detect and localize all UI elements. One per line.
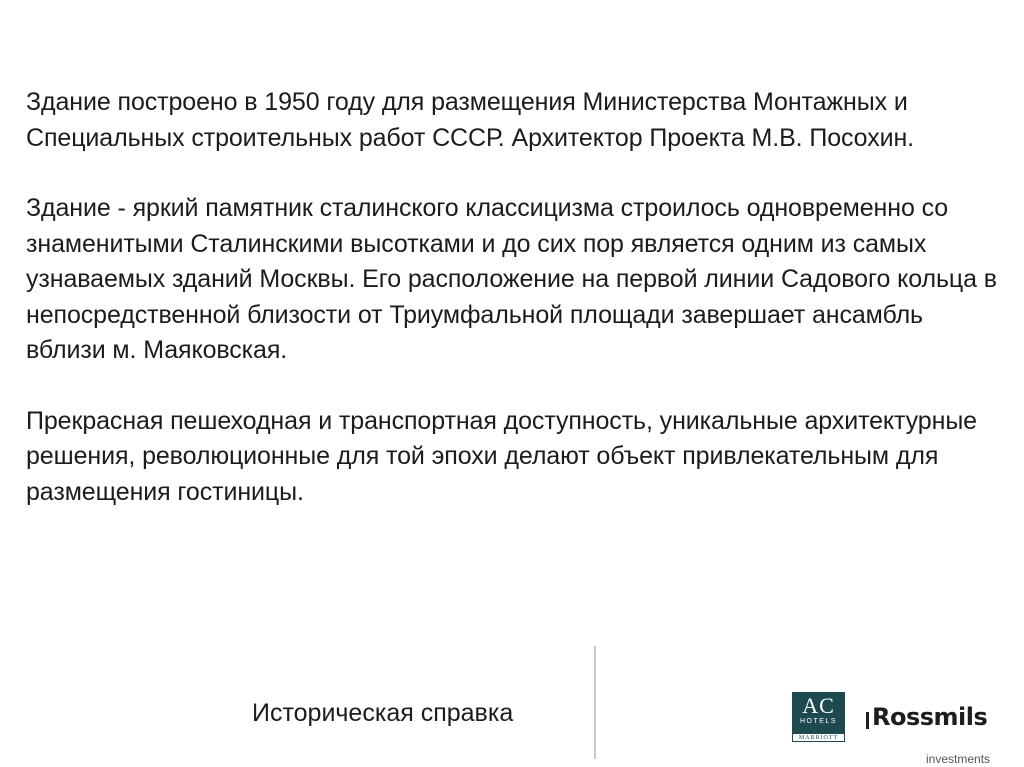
paragraph-monument: Здание - яркий памятник сталинского классицизма строилось одновременно со знаменитыми Сталинскими высотками и до сих пор является одним из самых узнаваемых зданий Москвы. Его расположение на первой линии Садового кольца в непосредственной близости от Триумфальной площади завершает ансамбль вблизи м. Маяковская. [26,194,997,364]
footer-divider [594,646,596,759]
ac-logo-hotels: HOTELS [799,718,837,725]
ac-hotels-logo [792,692,845,742]
main-content [26,85,1001,510]
paragraph-history: Здание построено в 1950 году для размещения Министерства Монтажных и Специальных строительных работ СССР. Архитектор Проекта М.В. Посохин. [26,88,915,152]
rossmils-investments-label: investments [926,752,991,766]
ac-logo-marriott: MARRIOTT [792,733,845,742]
ac-logo-letters: AC [802,693,835,718]
paragraph-accessibility: Прекрасная пешеходная и транспортная доступность, уникальные архитектурные решения, революционные для той эпохи делают объект привлекательным для размещения гостиницы. [26,406,977,506]
rossmils-logo-mark [866,712,869,729]
slide-title: Историческая справка [252,699,514,727]
rossmils-logo: Rossmils [872,703,988,731]
